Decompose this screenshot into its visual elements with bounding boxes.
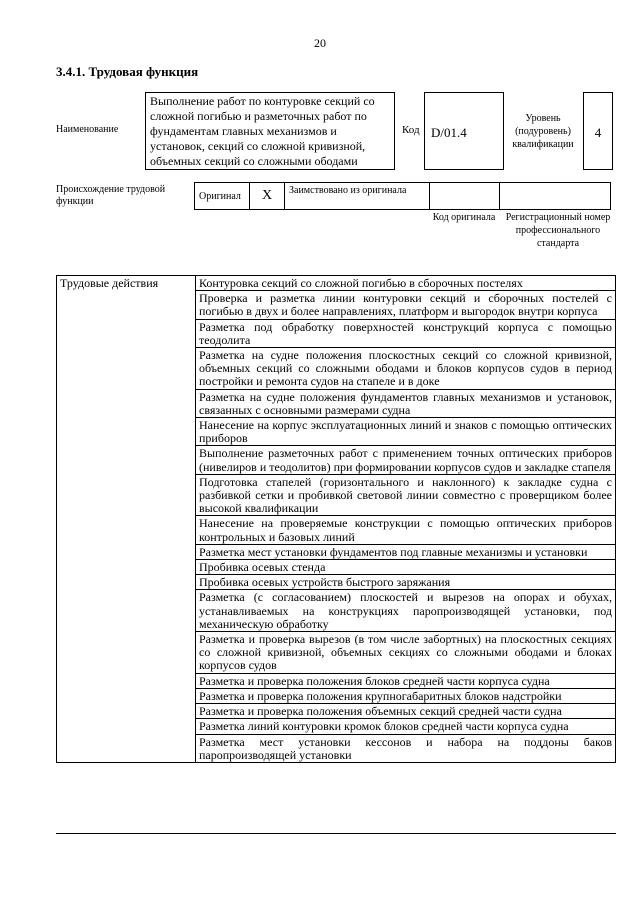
level-value-box: 4: [583, 92, 613, 170]
action-item: Разметка мест установки кессонов и набора на поддоны баков паропроизводящей установки: [196, 734, 616, 762]
action-item: Разметка линий контуровки кромок блоков средней части корпуса судна: [196, 719, 616, 734]
page-number: 20: [314, 36, 326, 50]
registration-cell: [499, 182, 611, 210]
original-mark: X: [249, 182, 285, 210]
action-item: Нанесение на проверяемые конструкции с помощью оптических приборов контрольных и базовых линий: [196, 516, 616, 544]
actions-label: Трудовые действия: [57, 276, 196, 763]
action-item: Разметка и проверка вырезов (в том числе забортных) на плоскостных секциях со сложной кривизной, объемных секциях со сложными ободами и блоках корпусов судов: [196, 632, 616, 674]
action-item: Пробивка осевых стенда: [196, 560, 616, 575]
section-title: 3.4.1. Трудовая функция: [56, 64, 199, 79]
action-item: Пробивка осевых устройств быстрого заряжания: [196, 575, 616, 590]
action-item: Разметка (с согласованием) плоскостей и вырезов на опорах и обухах, устанавливаемых на конструкциях паропроизводящей установки, под механическую обработку: [196, 590, 616, 632]
origin-label: Происхождение трудовой функции: [56, 184, 166, 207]
action-item: Разметка и проверка положения блоков средней части корпуса судна: [196, 673, 616, 688]
name-label: Наименование: [56, 124, 119, 135]
action-item: Разметка на судне положения фундаментов главных механизмов и установок, связанных с основными размерами судна: [196, 389, 616, 417]
registration-label: Регистрационный номер профессионального стандарта: [505, 212, 611, 249]
labor-actions-table: [56, 275, 616, 763]
code-value-box: D/01.4: [424, 92, 504, 170]
borrowed-label: Заимствовано из оригинала: [284, 182, 430, 210]
original-code-cell: [429, 182, 500, 210]
action-item: Проверка и разметка линии контуровки секций и сборочных постелей с погибью в двух и более направлениях, платформ и выгородок внутри корпуса: [196, 291, 616, 319]
action-item: Подготовка стапелей (горизонтального и наклонного) к закладке судна с разбивкой сетки и пробивкой световой линии совместно с проверщиком более высокой квалификации: [196, 474, 616, 516]
action-item: Разметка и проверка положения объемных секций средней части судна: [196, 704, 616, 719]
action-item: Разметка под обработку поверхностей конструкций корпуса с помощью теодолита: [196, 319, 616, 347]
action-item: Разметка и проверка положения крупногабаритных блоков надстройки: [196, 688, 616, 703]
function-name-box: Выполнение работ по контуровке секций со сложной погибью и разметочных работ по фундаментам главных механизмов и установок, секций со сложной кривизной, объемных секций со сложными ободами: [145, 92, 395, 170]
action-item: Контуровка секций со сложной погибью в сборочных постелях: [196, 276, 616, 291]
action-item: Разметка на судне положения плоскостных секций со сложной кривизной, объемных секций со сложными ободами и блоков корпусов судов в период постройки и ремонта судов на стапеле и в доке: [196, 348, 616, 390]
action-item: Разметка мест установки фундаментов под главные механизмы и установки: [196, 544, 616, 559]
original-label: Оригинал: [194, 182, 250, 210]
code-label: Код: [402, 124, 420, 136]
original-code-label: Код оригинала: [432, 212, 496, 223]
level-label: Уровень (подуровень) квалификации: [512, 113, 574, 150]
action-item: Нанесение на корпус эксплуатационных линий и знаков с помощью оптических приборов: [196, 418, 616, 446]
table-bottom-border: [56, 833, 616, 834]
action-item: Выполнение разметочных работ с применением точных оптических приборов (нивелиров и теодолитов) при формировании корпусов судов и закладке стапеля: [196, 446, 616, 474]
table-row: [57, 276, 616, 291]
